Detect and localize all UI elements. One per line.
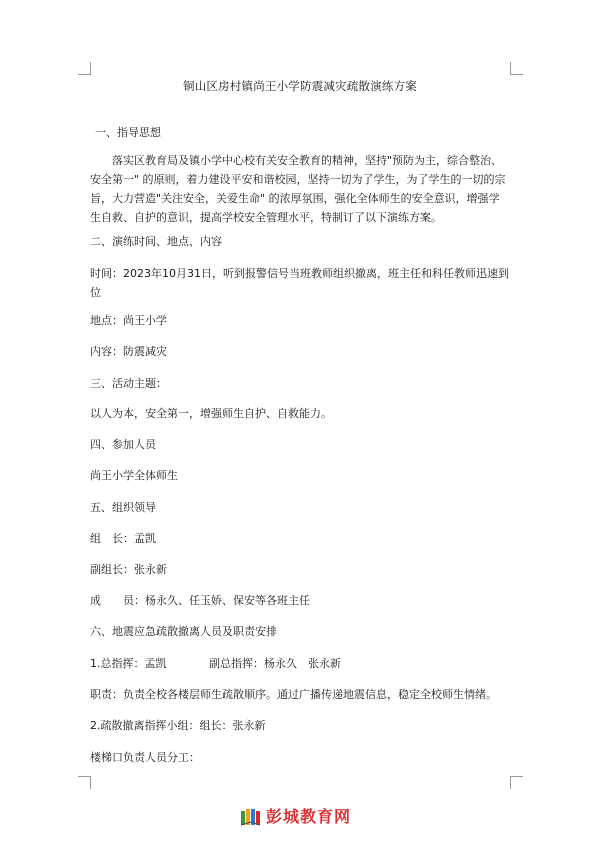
- participants-line: 尚王小学全体师生: [90, 469, 178, 482]
- paragraph-line: 落实区教育局及镇小学中心校有关安全教育的精神，坚持"预防为主，综合整治、: [112, 154, 503, 167]
- crop-mark-top-left: [78, 62, 91, 75]
- content-line: 内容：防震减灾: [90, 345, 167, 358]
- book-logo-icon: [240, 807, 262, 827]
- leader-line: 组 长：孟凯: [90, 532, 156, 545]
- theme-line: 以人为本，安全第一，增强师生自护、自救能力。: [90, 407, 332, 420]
- duty-line: 职责：负责全校各楼层师生疏散顺序。通过广播传递地震信息，稳定全校师生情绪。: [90, 688, 497, 701]
- evacuation-group-line: 2.疏散撤离指挥小组：组长：张永新: [90, 719, 266, 732]
- time-paragraph: [90, 264, 510, 302]
- section-heading-duties: 六、地震应急疏散撤离人员及职责安排: [90, 625, 277, 638]
- paragraph-line: 时间：2023年10月31日，听到报警信号当班教师组织撤离，班主任和科任教师迅速到: [90, 267, 509, 280]
- chief-commander-line: 1.总指挥：孟凯: [90, 657, 167, 670]
- section-heading-organization: 五、组织领导: [90, 501, 156, 514]
- paragraph-line: 位: [90, 286, 101, 299]
- paragraph-line: 生自救、自护的意识，提高学校安全管理水平，特制订了以下演练方案。: [90, 211, 442, 224]
- crop-mark-top-right: [510, 62, 523, 75]
- paragraph-line: 安全第一" 的原则，着力建设平安和谐校园，坚持一切为了学生，为了学生的一切的宗: [90, 173, 506, 186]
- crop-mark-bottom-right: [510, 776, 523, 789]
- vice-chief-commander-line: 副总指挥：杨永久 张永新: [209, 657, 341, 670]
- paragraph-line: 旨，大力营造"关注安全，关爱生命" 的浓厚氛围，强化全体师生的安全意识，增强学: [90, 192, 500, 205]
- guiding-ideology-paragraph: [90, 151, 510, 227]
- watermark-text: 彭城教育网: [266, 807, 352, 826]
- stair-staff-line: 楼梯口负责人员分工：: [90, 751, 200, 764]
- place-line: 地点：尚王小学: [90, 314, 167, 327]
- vice-leader-line: 副组长：张永新: [90, 563, 167, 576]
- document-title: 铜山区房村镇尚王小学防震减灾疏散演练方案: [183, 79, 417, 93]
- section-heading-theme: 三、活动主题：: [90, 377, 167, 390]
- section-heading-drill-time-place: 二、演练时间、地点、内容: [90, 235, 222, 248]
- crop-mark-bottom-left: [78, 776, 91, 789]
- members-label: 成 员：: [90, 594, 145, 607]
- members-names: 杨永久、任玉娇、保安等各班主任: [145, 594, 310, 607]
- section-heading-guiding-ideology: 一、指导思想: [95, 126, 161, 139]
- section-heading-participants: 四、参加人员: [90, 438, 156, 451]
